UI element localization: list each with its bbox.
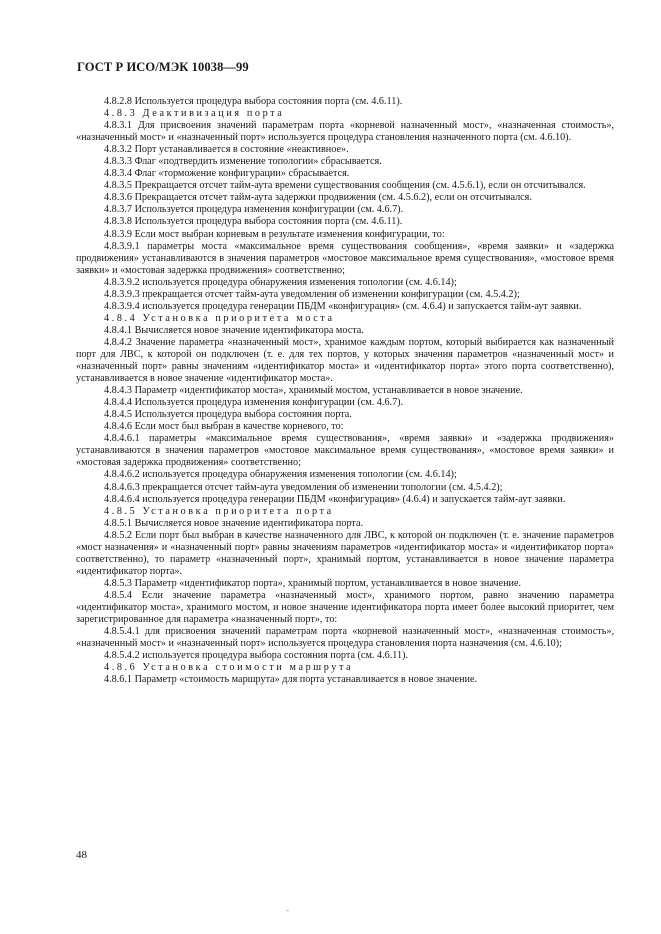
paragraph: 4.8.3.6 Прекращается отсчет тайм-аута задержки продвижения (см. 4.5.6.2), если он отсчитывался.: [104, 192, 532, 204]
paragraph: 4.8.3.9.4 используется процедура генерации ПБДМ «конфигурация» (см. 4.6.4) и запускается тайм-аут заявки.: [104, 300, 582, 312]
paragraph: 4.8.5.4.2 используется процедура выбора состояния порта (см. 4.6.11).: [104, 650, 409, 662]
paragraph: 4.8.3.5 Прекращается отсчет тайм-аута времени существования сообщения (см. 4.5.6.1), если он отсчитывался.: [104, 180, 586, 192]
footer-mark: -: [286, 905, 289, 915]
paragraph: 4.8.4.4 Используется процедура изменения конфигурации (см. 4.6.7).: [104, 397, 404, 409]
section-heading: 4.8.5 Установка приоритета порта: [104, 505, 334, 517]
document-body: [76, 96, 614, 686]
paragraph: 4.8.4.6.2 используется процедура обнаружения изменения топологии (см. 4.6.14);: [104, 469, 457, 481]
page-header: ГОСТ Р ИСО/МЭК 10038—99: [77, 60, 249, 74]
paragraph: 4.8.6.1 Параметр «стоимость маршрута» для порта устанавливается в новое значение.: [104, 674, 478, 686]
paragraph: 4.8.4.2 Значение параметра «назначенный мост», хранимое каждым портом, который выбирается как назначенный порт для ЛВС, к которой он подключен (т. е. для тех портов, у которых значения параметров «назначенный мост» и «назначенный порт» равны значениям «идентификатор моста» и «идентификатор порта» этого порта соответственно), устанавливается в новое значение «идентификатор моста».: [76, 336, 614, 385]
paragraph: 4.8.3.9.2 используется процедура обнаружения изменения топологии (см. 4.6.14);: [104, 276, 457, 288]
section-heading: 4.8.3 Деактивизация порта: [104, 108, 285, 120]
paragraph: 4.8.3.2 Порт устанавливается в состояние «неактивное».: [104, 144, 349, 156]
paragraph: 4.8.5.1 Вычисляется новое значение идентификатора порта.: [104, 517, 364, 529]
paragraph: 4.8.5.2 Если порт был выбран в качестве назначенного для ЛВС, к которой он подключен (т. е. значение параметров «мост назначения» и «назначенный порт» равны значениям параметров «идентификатор моста» и «идентификатор порта» соответственно), то параметр «назначенный порт», хранимый портом, устанавливается в новое значение параметра «идентификатор порта».: [76, 529, 614, 577]
section-heading: 4.8.6 Установка стоимости маршрута: [104, 662, 354, 674]
paragraph: 4.8.4.6.3 прекращается отсчет тайм-аута уведомления об изменении топологии (см. 4.5.4.2);: [104, 481, 503, 493]
section-heading: 4.8.4 Установка приоритета моста: [104, 312, 335, 324]
paragraph: 4.8.5.4 Если значение параметра «назначенный мост», хранимого портом, равно значению параметра «идентификатор моста», хранимого мостом, и новое значение идентификатора порта имеет более высокий приоритет, чем зарегистрированное для параметра «назначенный порт», то:: [76, 589, 614, 626]
page-number: 48: [76, 849, 87, 861]
paragraph: 4.8.3.4 Флаг «торможение конфигурации» сбрасывается.: [104, 168, 350, 180]
paragraph: 4.8.5.4.1 для присвоения значений параметрам порта «корневой назначенный мост», «назначенная стоимость», «назначенный мост» и «назначенный порт» используется процедура становления порта назначения (см. 4.6.10);: [76, 626, 614, 650]
paragraph: 4.8.2.8 Используется процедура выбора состояния порта (см. 4.6.11).: [104, 96, 403, 107]
paragraph: 4.8.4.6.1 параметры «максимальное время существования», «время заявки» и «задержка продвижения» устанавливаются в значения параметров «мостовое максимальное время существования», «мостовое время заявки» и «мостовая задержка продвижения» соответственно;: [76, 433, 614, 469]
paragraph: 4.8.5.3 Параметр «идентификатор порта», хранимый портом, устанавливается в новое значение.: [104, 577, 522, 589]
paragraph: 4.8.4.1 Вычисляется новое значение идентификатора моста.: [104, 324, 364, 336]
paragraph: 4.8.3.1 Для присвоения значений параметрам порта «корневой назначенный мост», «назначенная стоимость», «назначенный мост» и «назначенный порт» используется процедура становления назначенного порта (см. 4.6.10).: [76, 120, 614, 144]
paragraph: 4.8.4.3 Параметр «идентификатор моста», хранимый мостом, устанавливается в новое значение.: [104, 385, 523, 397]
paragraph: 4.8.3.9 Если мост выбран корневым в результате изменения конфигурации, то:: [104, 228, 445, 240]
paragraph: 4.8.3.3 Флаг «подтвердить изменение топологии» сбрасывается.: [104, 156, 382, 168]
paragraph: 4.8.4.6.4 используется процедура генерации ПБДМ «конфигурация» (4.6.4) и запускается тайм-аут заявки.: [104, 493, 566, 505]
paragraph: 4.8.4.5 Используется процедура выбора состояния порта.: [104, 409, 352, 421]
paragraph: 4.8.4.6 Если мост был выбран в качестве корневого, то:: [104, 421, 344, 433]
paragraph: 4.8.3.8 Используется процедура выбора состояния порта (см. 4.6.11).: [104, 216, 403, 228]
paragraph: 4.8.3.9.3 прекращается отсчет тайм-аута уведомления об изменении конфигурации (см. 4.5.4.2);: [104, 288, 520, 300]
paragraph: 4.8.3.7 Используется процедура изменения конфигурации (см. 4.6.7).: [104, 204, 404, 216]
paragraph: 4.8.3.9.1 параметры моста «максимальное время существования сообщения», «время заявки» и «задержка продвижения» устанавливаются в значения параметров «мостовое максимальное время существования», «мостовое время заявки» и «мостовая задержка продвижения» соответственно;: [76, 240, 614, 276]
